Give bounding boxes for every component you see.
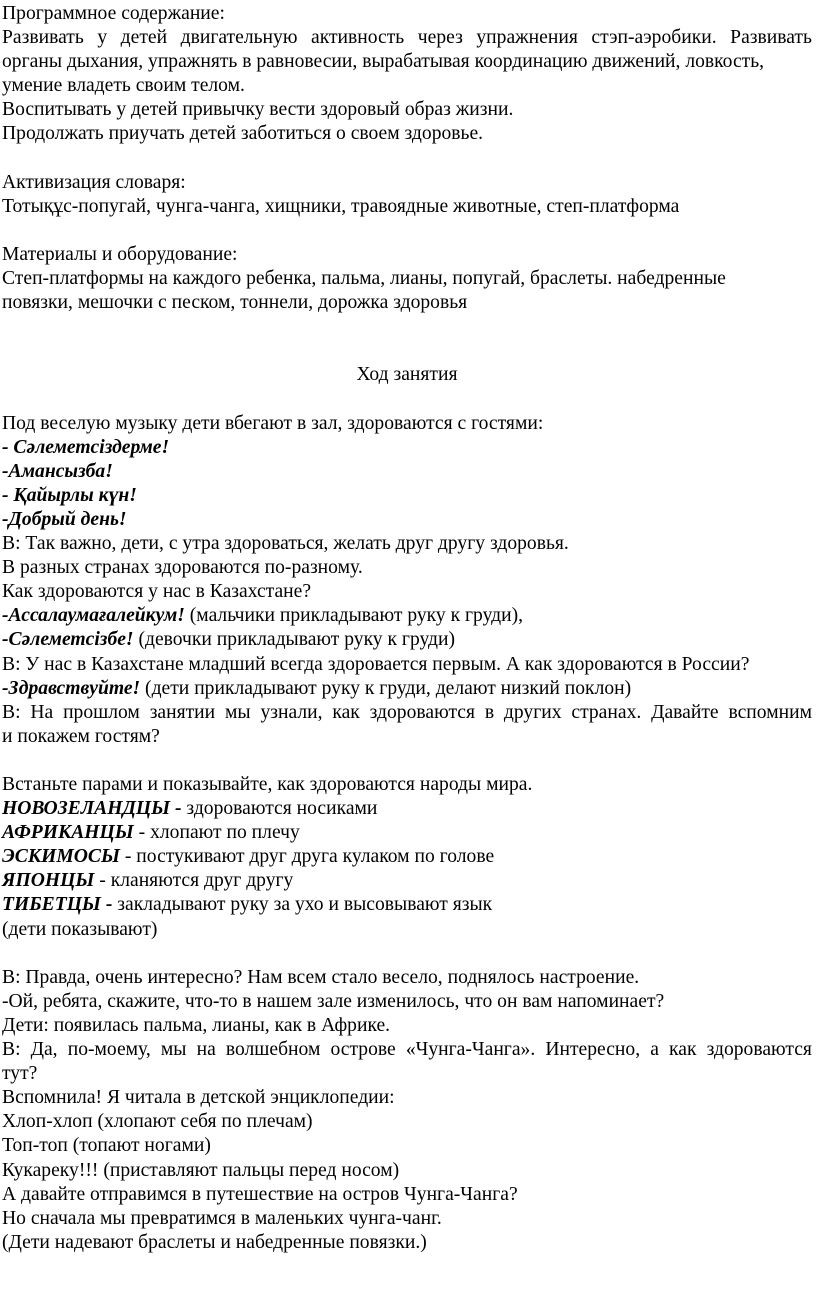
stage-direction: (мальчики прикладывают руку к груди), (184, 605, 524, 627)
word: по-моему, (67, 1039, 151, 1061)
word: странах. (571, 701, 642, 723)
greeting-phrase: -Здравствуйте! (2, 677, 141, 699)
greeting-phrase: -Ассалаумағалейкум! (2, 605, 185, 627)
word: как (332, 701, 360, 723)
people-item (2, 845, 816, 869)
closing-line: Хлоп-хлоп (хлопают себя по плечам) (2, 1111, 313, 1133)
word: в (484, 701, 495, 723)
word: Развивать (730, 27, 812, 49)
spacer (2, 749, 816, 773)
people-item (2, 797, 816, 821)
word: двигательную (180, 27, 298, 49)
word: упражнения (476, 27, 578, 49)
spacer (2, 388, 816, 412)
dialogue-line: В: У нас в Казахстане младший всегда здоровается первым. А как здороваются в России? (2, 653, 750, 675)
word: других (503, 701, 562, 723)
lesson-intro: Под веселую музыку дети вбегают в зал, здороваются с гостями: (2, 412, 544, 434)
greeting-line: - Қайырлы күн! (2, 484, 137, 506)
word: мы (160, 1039, 187, 1061)
dialogue-line: Как здороваются у нас в Казахстане? (2, 581, 312, 603)
closing-line: В: Правда, очень интересно? Нам всем стало весело, поднялось настроение. (2, 966, 640, 988)
dialogue-line: В: Так важно, дети, с утра здороваться, желать друг другу здоровья. (2, 533, 569, 555)
word: В: (2, 1039, 21, 1061)
people-name: ЭСКИМОСЫ (2, 846, 120, 868)
spacer (2, 942, 816, 966)
word: «Чунга-Чанга». (405, 1039, 536, 1061)
people-action: закладывают руку за ухо и высовывают язык (112, 894, 493, 916)
word: вспомним (728, 701, 812, 723)
word: детей (120, 27, 168, 49)
word: Развивать (2, 27, 84, 49)
greeting-line: - Сәлеметсіздерме! (2, 436, 170, 458)
word: здороваются (706, 1039, 812, 1061)
word: занятии (149, 701, 216, 723)
people-action: - хлопают по плечу (133, 822, 300, 844)
program-paragraph-2: Воспитывать у детей привычку вести здоровый образ жизни. (2, 99, 514, 121)
closing-line-justified (2, 1038, 812, 1062)
people-action: - кланяются друг другу (94, 870, 294, 892)
spacer (2, 339, 816, 363)
word: мы (225, 701, 251, 723)
greeting-line: -Добрый день! (2, 508, 127, 530)
dialogue-line: и покажем гостям? (2, 725, 160, 747)
closing-line: (Дети надевают браслеты и набедренные повязки.) (2, 1231, 427, 1253)
closing-line: -Ой, ребята, скажите, что-то в нашем зале изменилось, что он вам напоминает? (2, 990, 665, 1012)
people-item (2, 893, 816, 917)
dialogue-line (2, 677, 816, 701)
vocabulary-text: Тотықұс-попугай, чунга-чанга, хищники, травоядные животные, степ-платформа (2, 195, 680, 217)
people-name: НОВОЗЕЛАНДЦЫ - (2, 798, 182, 820)
spacer (2, 147, 816, 171)
closing-line: Вспомнила! Я читала в детской энциклопедии: (2, 1087, 395, 1109)
dialogue-line (2, 604, 816, 628)
spacer (2, 315, 816, 339)
stage-direction: (девочки прикладывают руку к груди) (133, 629, 456, 651)
peoples-note: (дети показывают) (2, 918, 158, 940)
materials-line-2: повязки, мешочки с песком, тоннели, дорожка здоровья (2, 292, 468, 314)
program-heading: Программное содержание: (2, 3, 225, 24)
vocabulary-heading: Активизация словаря: (2, 171, 186, 193)
word: Давайте (651, 701, 719, 723)
program-paragraph-line-3: умение владеть своим телом. (2, 75, 245, 97)
word: прошлом (63, 701, 140, 723)
dialogue-line: В разных странах здороваются по-разному. (2, 557, 363, 579)
greeting-line: -Амансызба! (2, 460, 113, 482)
word: а (650, 1039, 659, 1061)
word: у (97, 27, 108, 49)
word: через (417, 27, 463, 49)
program-paragraph-line-2: органы дыхания, упражнять в равновесии, вырабатывая координацию движений, ловкость, (2, 51, 765, 73)
word: На (30, 701, 54, 723)
closing-line: тут? (2, 1063, 38, 1085)
word: острове (330, 1039, 396, 1061)
dialogue-line-justified (2, 701, 812, 725)
closing-line: Топ-топ (топают ногами) (2, 1135, 211, 1157)
lesson-title: Ход занятия (356, 364, 458, 386)
people-action: - постукивают друг друга кулаком по голове (119, 846, 495, 868)
closing-line: Кукареку!!! (приставляют пальцы перед носом) (2, 1159, 400, 1181)
word: здороваются (369, 701, 475, 723)
people-item (2, 869, 816, 893)
dialogue-line (2, 628, 816, 652)
closing-line: Дети: появилась пальма, лианы, как в Африке. (2, 1014, 391, 1036)
people-name: АФРИКАНЦЫ (2, 822, 134, 844)
word: волшебном (225, 1039, 321, 1061)
spacer (2, 219, 816, 243)
people-name: ЯПОНЦЫ (2, 870, 95, 892)
word: активность (311, 27, 405, 49)
word: как (669, 1039, 697, 1061)
word: Интересно, (545, 1039, 641, 1061)
stage-direction: (дети прикладывают руку к груди, делают низкий поклон) (140, 677, 632, 699)
word: на (196, 1039, 216, 1061)
closing-line: А давайте отправимся в путешествие на остров Чунга-Чанга? (2, 1183, 518, 1205)
materials-line-1: Степ-платформы на каждого ребенка, пальма, лианы, попугай, браслеты. набедренные (2, 268, 726, 290)
program-paragraph-3: Продолжать приучать детей заботиться о своем здоровье. (2, 123, 484, 145)
program-paragraph-line-1 (2, 26, 812, 50)
closing-line: Но сначала мы превратимся в маленьких чунга-чанг. (2, 1207, 442, 1229)
people-action: здороваются носиками (181, 798, 378, 820)
people-name: ТИБЕТЦЫ - (2, 894, 113, 916)
word: В: (2, 701, 21, 723)
people-item (2, 821, 816, 845)
materials-heading: Материалы и оборудование: (2, 243, 238, 265)
word: Да, (30, 1039, 58, 1061)
word: стэп-аэробики. (591, 27, 717, 49)
word: узнали, (260, 701, 323, 723)
peoples-intro: Встаньте парами и показывайте, как здороваются народы мира. (2, 774, 533, 795)
greeting-phrase: -Сәлеметсізбе! (2, 629, 134, 651)
